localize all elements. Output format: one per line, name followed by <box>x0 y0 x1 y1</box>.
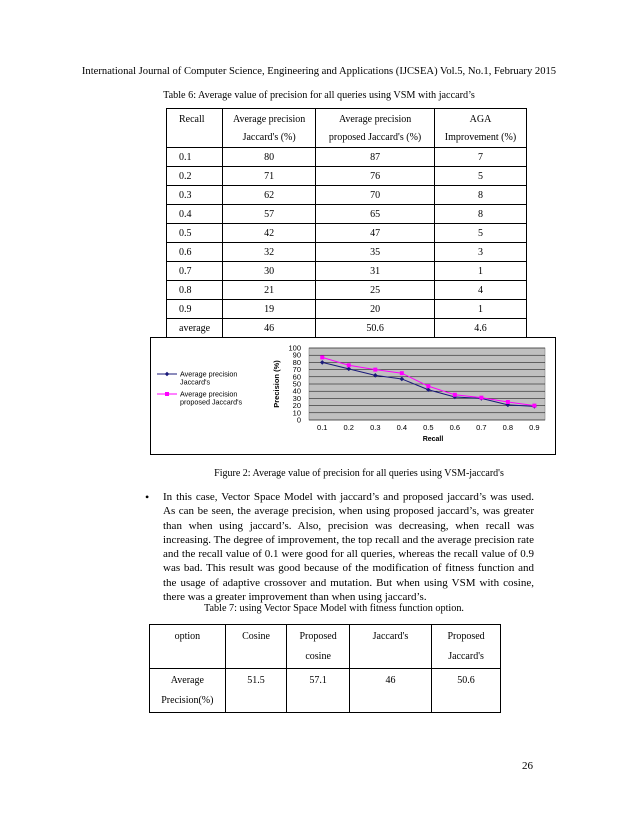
table6-header-cell: Average precision Jaccard's (%) <box>223 109 316 148</box>
y-tick-label: 30 <box>292 393 301 403</box>
y-tick-label: 60 <box>292 372 301 382</box>
table6-row <box>167 167 527 186</box>
table6-cell: 1 <box>434 262 526 281</box>
table6-cell: 0.5 <box>167 224 223 243</box>
table6-row <box>167 205 527 224</box>
data-point <box>320 355 324 359</box>
data-point <box>506 400 510 404</box>
table6 <box>166 108 527 338</box>
table6-cell: 0.8 <box>167 281 223 300</box>
table6-cell: 8 <box>434 205 526 224</box>
table6-cell: 50.6 <box>316 319 435 338</box>
table6-cell: 7 <box>434 148 526 167</box>
y-tick-label: 90 <box>292 350 301 360</box>
table7-cell: 50.6 <box>432 669 501 713</box>
table6-row <box>167 186 527 205</box>
table7-header-cell: Jaccard's <box>349 625 431 669</box>
table6-cell: 30 <box>223 262 316 281</box>
table6-row <box>167 281 527 300</box>
y-tick-label: 50 <box>292 379 301 389</box>
y-tick-label: 70 <box>292 365 301 375</box>
y-tick-label: 0 <box>296 415 301 425</box>
table6-cell: 0.1 <box>167 148 223 167</box>
table6-header-cell: Average precision proposed Jaccard's (%) <box>316 109 435 148</box>
table6-row <box>167 300 527 319</box>
y-tick-label: 20 <box>292 401 301 411</box>
table6-cell: 5 <box>434 167 526 186</box>
table6-row <box>167 319 527 338</box>
table6-cell: 25 <box>316 281 435 300</box>
y-tick-label: 80 <box>292 357 301 367</box>
y-tick-label: 100 <box>288 343 301 353</box>
legend-label: proposed Jaccard's <box>180 397 243 407</box>
y-tick-label: 40 <box>292 386 301 396</box>
x-tick-label: 0.5 <box>423 423 434 432</box>
table6-cell: 0.6 <box>167 243 223 262</box>
table7 <box>149 624 501 713</box>
y-axis-label: Precision (%) <box>272 360 281 408</box>
legend-label: Average precision <box>180 369 238 379</box>
table6-cell: 5 <box>434 224 526 243</box>
x-axis-label: Recall <box>422 436 444 443</box>
figure2-caption: Figure 2: Average value of precision for all queries using VSM-jaccard's <box>214 468 504 479</box>
precision-recall-chart <box>151 338 555 454</box>
table6-cell: 4.6 <box>434 319 526 338</box>
table6-header-row <box>167 109 527 148</box>
table7-caption: Table 7: using Vector Space Model with fitness function option. <box>204 603 464 614</box>
x-tick-label: 0.7 <box>476 423 487 432</box>
table6-cell: 3 <box>434 243 526 262</box>
table7-cell: Average Precision(%) <box>150 669 226 713</box>
table6-cell: 0.2 <box>167 167 223 186</box>
figure2-chart <box>150 337 556 455</box>
table6-cell: 57 <box>223 205 316 224</box>
legend-marker <box>165 392 169 396</box>
table7-header-cell: Cosine <box>225 625 287 669</box>
table7-header-row <box>150 625 501 669</box>
table6-cell: 62 <box>223 186 316 205</box>
table6-cell: 87 <box>316 148 435 167</box>
legend-marker <box>165 372 170 377</box>
data-point <box>400 371 404 375</box>
body-paragraph: In this case, Vector Space Model with jaccard’s and proposed jaccard’s was used. As can be seen, the average precision, when using proposed jaccard’s, was greater than when using jaccard’s. Also, precision was decreasing, when recall was increasing. The degree of improvement, the top recall and the average precision rate and the recall value of 0.1 were good for all queries, whereas the recall value of 0.9 was bad. This result was good because of the modification of fitness function and the usage of adaptive crossover and mutation. But when using VSM with cosine, there was a greater improvement than when using jaccard’s. <box>163 491 534 604</box>
table6-cell: 47 <box>316 224 435 243</box>
table6-cell: 4 <box>434 281 526 300</box>
data-point <box>532 404 536 408</box>
page-number: 26 <box>522 760 533 772</box>
table6-cell: 65 <box>316 205 435 224</box>
table6-cell: 19 <box>223 300 316 319</box>
table6-cell: 0.3 <box>167 186 223 205</box>
table7-row <box>150 669 501 713</box>
table6-row <box>167 262 527 281</box>
table6-caption: Table 6: Average value of precision for all queries using VSM with jaccard’s <box>163 90 475 101</box>
data-point <box>479 396 483 400</box>
table7-header-cell: Proposed cosine <box>287 625 350 669</box>
table6-row <box>167 243 527 262</box>
table6-header-cell: AGA Improvement (%) <box>434 109 526 148</box>
y-tick-label: 10 <box>292 408 301 418</box>
x-tick-label: 0.4 <box>396 423 408 432</box>
table6-cell: 0.7 <box>167 262 223 281</box>
table6-cell: 76 <box>316 167 435 186</box>
x-tick-label: 0.1 <box>317 423 328 432</box>
table6-cell: 21 <box>223 281 316 300</box>
table6-cell: 70 <box>316 186 435 205</box>
table6-cell: 0.9 <box>167 300 223 319</box>
table7-cell: 51.5 <box>225 669 287 713</box>
legend-label: Average precision <box>180 389 238 399</box>
journal-header: International Journal of Computer Science, Engineering and Applications (IJCSEA) Vol.5, No.1, February 2015 <box>81 66 557 77</box>
table6-cell: 8 <box>434 186 526 205</box>
table6-cell: 1 <box>434 300 526 319</box>
table6-cell: 46 <box>223 319 316 338</box>
table6-cell: 31 <box>316 262 435 281</box>
x-tick-label: 0.3 <box>370 423 381 432</box>
data-point <box>426 384 430 388</box>
table7-cell: 46 <box>349 669 431 713</box>
table7-header-cell: option <box>150 625 226 669</box>
table6-header-cell: Recall <box>167 109 223 148</box>
table6-cell: 32 <box>223 243 316 262</box>
table6-cell: 42 <box>223 224 316 243</box>
x-tick-label: 0.6 <box>449 423 461 432</box>
table7-cell: 57.1 <box>287 669 350 713</box>
table6-row <box>167 224 527 243</box>
x-tick-label: 0.9 <box>529 423 540 432</box>
table6-row <box>167 148 527 167</box>
data-point <box>453 393 457 397</box>
table6-cell: 35 <box>316 243 435 262</box>
table6-cell: 71 <box>223 167 316 186</box>
legend-label: Jaccard's <box>180 377 211 387</box>
table6-cell: average <box>167 319 223 338</box>
x-tick-label: 0.8 <box>502 423 514 432</box>
bullet-icon: • <box>145 490 150 504</box>
data-point <box>373 368 377 372</box>
table7-header-cell: Proposed Jaccard's <box>432 625 501 669</box>
table6-cell: 20 <box>316 300 435 319</box>
x-tick-label: 0.2 <box>343 423 354 432</box>
table6-cell: 80 <box>223 148 316 167</box>
table6-cell: 0.4 <box>167 205 223 224</box>
data-point <box>347 363 351 367</box>
